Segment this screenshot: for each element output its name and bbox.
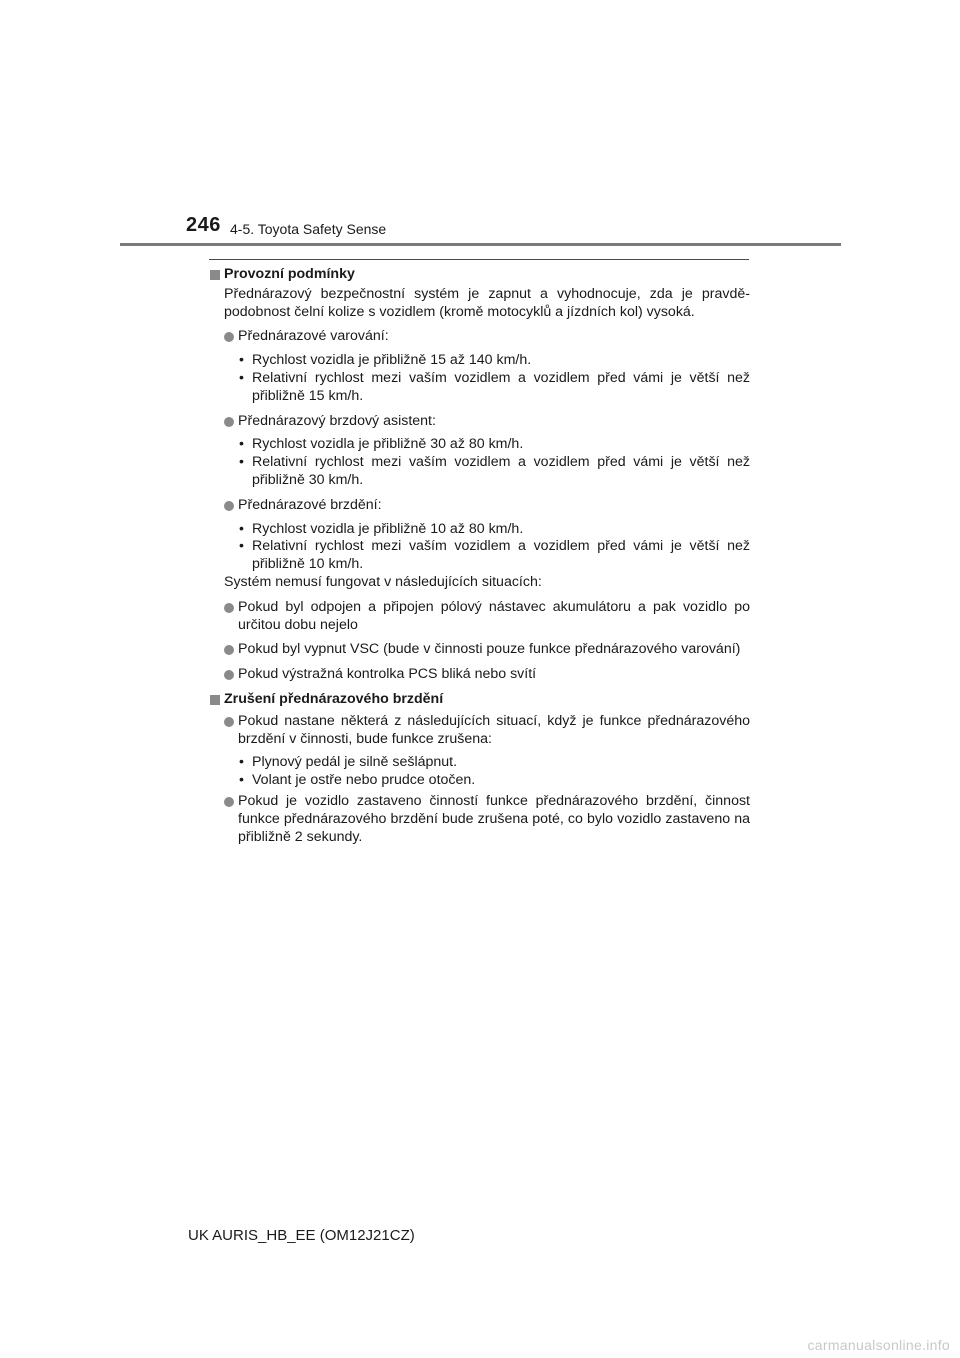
list-item-situation: Pokud výstražná kontrolka PCS bliká nebo svítí: [209, 666, 750, 684]
sub-item: • Rychlost vozidla je přibližně 30 až 80 km/h.: [239, 436, 524, 453]
sub-item: • Relativní rychlost mezi vaším vozidlem a vozidlem před vámi je větší než přibližně 15 km/h.: [239, 369, 750, 404]
document-id: UK AURIS_HB_EE (OM12J21CZ): [188, 1227, 415, 1244]
list-item-situation: Pokud byl vypnut VSC (bude v činnosti pouze funkce přednárazového varování): [209, 641, 750, 659]
circle-bullet-icon: [224, 717, 234, 727]
list-item-situation: Pokud byl odpojen a připojen pólový nástavec akumulátoru a pak vozidlo po určitou dobu nejelo: [209, 599, 750, 635]
dot-bullet-icon: •: [239, 520, 244, 537]
circle-bullet-icon: [224, 797, 234, 807]
sub-item: • Volant je ostře nebo prudce otočen.: [239, 772, 476, 789]
section-divider: [209, 259, 749, 260]
sub-item: • Rychlost vozidla je přibližně 10 až 80 km/h.: [239, 520, 524, 537]
dot-bullet-icon: •: [239, 772, 244, 789]
intro-paragraph: Přednárazový bezpečnostní systém je zapnut a vyhodnocuje, zda je pravděpodobnost čelní kolize s vozidlem (kromě motocyklů a jízdních kol) vysoká.: [224, 285, 750, 320]
section-heading-cancellation: Zrušení přednárazového brzdění: [209, 691, 750, 709]
square-bullet-icon: [210, 695, 220, 705]
square-bullet-icon: [210, 270, 220, 280]
dot-bullet-icon: •: [239, 369, 244, 386]
list-item-braking: Přednárazové brzdění:: [209, 497, 750, 515]
sub-item: • Rychlost vozidla je přibližně 15 až 140 km/h.: [239, 352, 532, 369]
may-not-work-paragraph: Systém nemusí fungovat v následujících situacích:: [224, 573, 542, 590]
section-heading-operating-conditions: Provozní podmínky: [209, 266, 750, 284]
chapter-title: 4-5. Toyota Safety Sense: [230, 221, 387, 237]
dot-bullet-icon: •: [239, 352, 244, 369]
sub-item: • Plynový pedál je silně sešlápnut.: [239, 754, 458, 771]
page-content: [209, 266, 750, 846]
dot-bullet-icon: •: [239, 436, 244, 453]
sub-item: • Relativní rychlost mezi vaším vozidlem a vozidlem před vámi je větší než přibližně 10 km/h.: [239, 538, 750, 573]
page-number: 246: [186, 214, 221, 236]
dot-bullet-icon: •: [239, 538, 244, 555]
circle-bullet-icon: [224, 603, 234, 613]
list-item-brake-assist: Přednárazový brzdový asistent:: [209, 413, 750, 431]
sub-item: • Relativní rychlost mezi vaším vozidlem a vozidlem před vámi je větší než přibližně 30 km/h.: [239, 454, 750, 488]
circle-bullet-icon: [224, 501, 234, 511]
header-divider: [120, 243, 841, 246]
circle-bullet-icon: [224, 645, 234, 655]
circle-bullet-icon: [224, 332, 234, 342]
dot-bullet-icon: •: [239, 754, 244, 771]
circle-bullet-icon: [224, 417, 234, 427]
list-item-warning: Přednárazové varování:: [209, 328, 750, 346]
circle-bullet-icon: [224, 670, 234, 680]
list-item-cancel-after-stop: Pokud je vozidlo zastaveno činností funkce přednárazového brzdění, činnost funkce přednárazového brzdění bude zrušena poté, co bylo vozidlo zastaveno na přibližně 2 sekundy.: [209, 793, 750, 846]
dot-bullet-icon: •: [239, 454, 244, 471]
watermark: carmanualsonline.info: [807, 1337, 950, 1353]
list-item-cancel-conditions: Pokud nastane některá z následujících situací, když je funkce přednárazového brzdění v činnosti, bude funkce zrušena:: [209, 713, 750, 749]
